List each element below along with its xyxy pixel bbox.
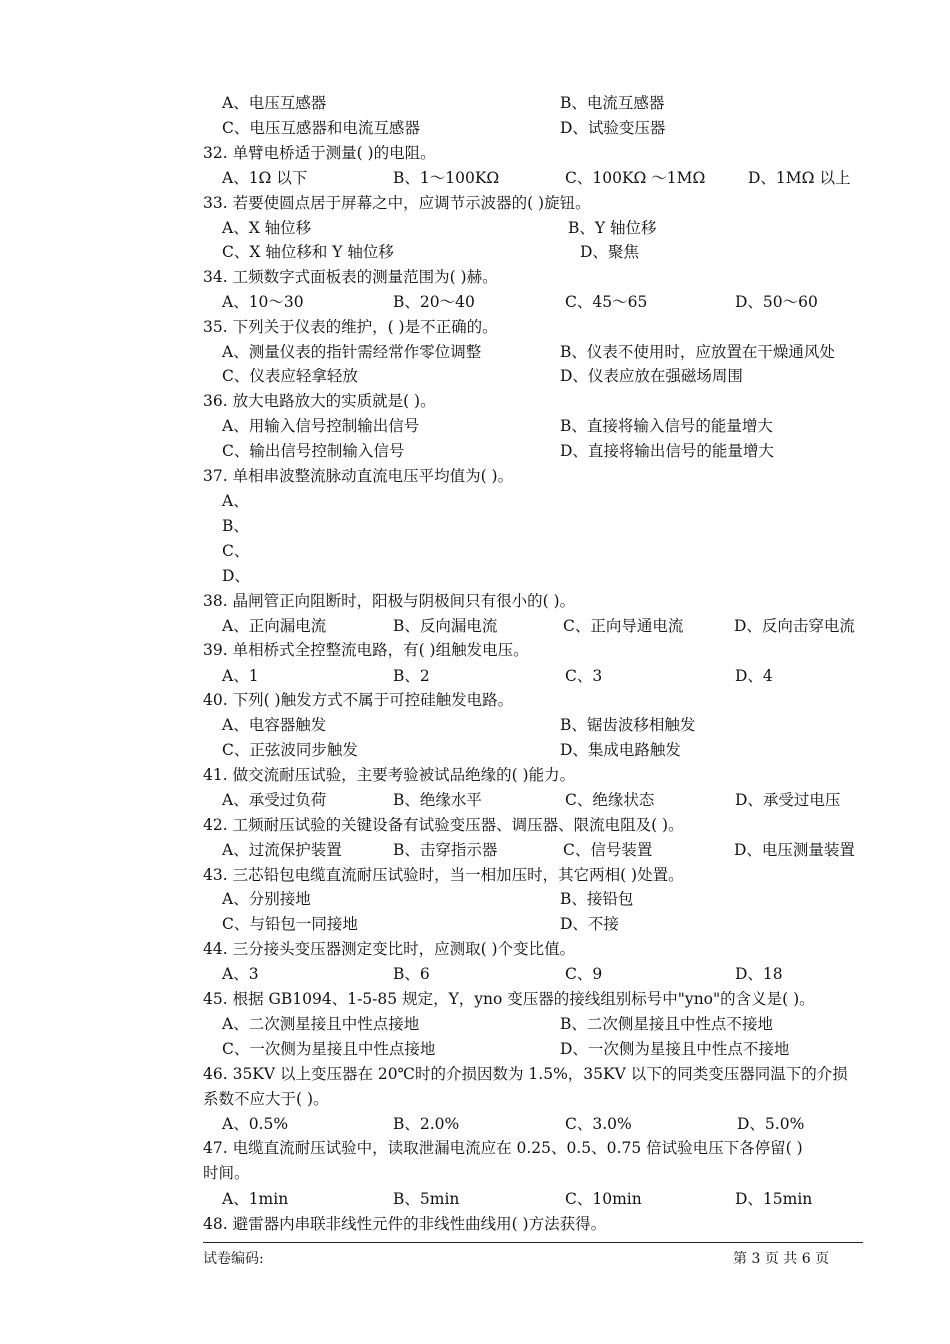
answer-option: B、2 xyxy=(393,667,430,685)
answer-option: A、电压互感器 xyxy=(222,94,327,112)
answer-option: D、聚焦 xyxy=(580,243,639,261)
answer-option: C、与铅包一同接地 xyxy=(222,915,358,933)
answer-option: D、仪表应放在强磁场周围 xyxy=(560,367,743,385)
answer-option: C、绝缘状态 xyxy=(565,791,655,809)
answer-option: A、1 xyxy=(222,667,259,685)
answer-option: D、18 xyxy=(735,965,783,983)
question-text: 47. 电缆直流耐压试验中，读取泄漏电流应在 0.25、0.5、0.75 倍试验电压下各停留( ) xyxy=(203,1139,803,1157)
answer-option: A、承受过负荷 xyxy=(222,791,327,809)
answer-option: C、3.0% xyxy=(565,1115,632,1133)
answer-option: B、二次侧星接且中性点不接地 xyxy=(560,1015,773,1033)
answer-option: A、分别接地 xyxy=(222,890,311,908)
question-text: 39. 单相桥式全控整流电路，有( )组触发电压。 xyxy=(203,641,529,659)
page-number: 第 3 页 共 6 页 xyxy=(733,1251,830,1267)
answer-option: B、绝缘水平 xyxy=(393,791,482,809)
answer-option: 系数不应大于( )。 xyxy=(203,1090,329,1108)
answer-option: A、X 轴位移 xyxy=(222,219,312,237)
answer-option: D、试验变压器 xyxy=(560,119,666,137)
answer-option: B、1～100KΩ xyxy=(393,169,500,187)
answer-option: B、6 xyxy=(393,965,430,983)
answer-option: C、X 轴位移和 Y 轴位移 xyxy=(222,243,394,261)
answer-option: B、Y 轴位移 xyxy=(568,219,657,237)
question-text: 42. 工频耐压试验的关键设备有试验变压器、调压器、限流电阻及( )。 xyxy=(203,816,684,834)
answer-option: D、电压测量装置 xyxy=(734,841,855,859)
answer-option: 时间。 xyxy=(203,1164,250,1182)
answer-option: C、一次侧为星接且中性点接地 xyxy=(222,1040,436,1058)
answer-option: A、正向漏电流 xyxy=(222,617,327,635)
answer-option: C、9 xyxy=(565,965,603,983)
answer-option: C、 xyxy=(222,542,250,560)
question-text: 38. 晶闸管正向阻断时，阳极与阴极间只有很小的( )。 xyxy=(203,592,576,610)
question-text: 37. 单相串波整流脉动直流电压平均值为( )。 xyxy=(203,467,514,485)
answer-option: D、50～60 xyxy=(735,293,818,311)
answer-option: A、过流保护装置 xyxy=(222,841,342,859)
answer-option: A、电容器触发 xyxy=(222,716,327,734)
answer-option: D、直接将输出信号的能量增大 xyxy=(560,442,774,460)
answer-option: B、20～40 xyxy=(393,293,475,311)
answer-option: B、接铅包 xyxy=(560,890,634,908)
answer-option: D、集成电路触发 xyxy=(560,741,681,759)
footer-divider xyxy=(203,1242,863,1243)
answer-option: C、电压互感器和电流互感器 xyxy=(222,119,420,137)
answer-option: D、反向击穿电流 xyxy=(734,617,855,635)
answer-option: B、电流互感器 xyxy=(560,94,665,112)
question-text: 32. 单臂电桥适于测量( )的电阻。 xyxy=(203,144,436,162)
answer-option: D、1MΩ 以上 xyxy=(748,169,851,187)
answer-option: A、测量仪表的指针需经常作零位调整 xyxy=(222,343,482,361)
question-text: 45. 根据 GB1094、1-5-85 规定，Y，yno 变压器的接线组别标号中"yno"的含义是( )。 xyxy=(203,990,815,1008)
answer-option: A、3 xyxy=(222,965,259,983)
answer-option: D、15min xyxy=(735,1190,813,1208)
answer-option: A、用输入信号控制输出信号 xyxy=(222,417,420,435)
question-text: 43. 三芯铅包电缆直流耐压试验时，当一相加压时，其它两相( )处置。 xyxy=(203,866,684,884)
answer-option: A、1Ω 以下 xyxy=(222,169,308,187)
question-text: 46. 35KV 以上变压器在 20℃时的介损因数为 1.5%，35KV 以下的同类变压器同温下的介损 xyxy=(203,1065,848,1083)
answer-option: C、100KΩ ～1MΩ xyxy=(565,169,706,187)
answer-option: D、承受过电压 xyxy=(735,791,841,809)
question-text: 48. 避雷器内串联非线性元件的非线性曲线用( )方法获得。 xyxy=(203,1215,607,1233)
answer-option: B、5min xyxy=(393,1190,460,1208)
question-text: 33. 若要使圆点居于屏幕之中，应调节示波器的( )旋钮。 xyxy=(203,194,591,212)
answer-option: B、击穿指示器 xyxy=(393,841,498,859)
answer-option: B、2.0% xyxy=(393,1115,460,1133)
answer-option: D、5.0% xyxy=(737,1115,805,1133)
question-text: 34. 工频数字式面板表的测量范围为( )赫。 xyxy=(203,268,498,286)
question-text: 44. 三分接头变压器测定变比时，应测取( )个变比值。 xyxy=(203,940,576,958)
answer-option: A、二次测星接且中性点接地 xyxy=(222,1015,420,1033)
question-text: 41. 做交流耐压试验，主要考验被试品绝缘的( )能力。 xyxy=(203,766,576,784)
answer-option: C、3 xyxy=(565,667,603,685)
answer-option: D、4 xyxy=(735,667,773,685)
answer-option: A、0.5% xyxy=(222,1115,289,1133)
answer-option: B、仪表不使用时，应放置在干燥通风处 xyxy=(560,343,835,361)
answer-option: C、信号装置 xyxy=(563,841,653,859)
answer-option: D、一次侧为星接且中性点不接地 xyxy=(560,1040,790,1058)
question-text: 35. 下列关于仪表的维护，( )是不正确的。 xyxy=(203,318,498,336)
answer-option: D、 xyxy=(222,567,250,585)
answer-option: A、 xyxy=(222,492,249,510)
answer-option: B、反向漏电流 xyxy=(393,617,498,635)
answer-option: A、1min xyxy=(222,1190,289,1208)
question-text: 40. 下列( )触发方式不属于可控硅触发电路。 xyxy=(203,691,514,709)
answer-option: A、10～30 xyxy=(222,293,304,311)
answer-option: C、仪表应轻拿轻放 xyxy=(222,367,358,385)
answer-option: B、直接将输入信号的能量增大 xyxy=(560,417,773,435)
answer-option: C、正弦波同步触发 xyxy=(222,741,358,759)
answer-option: D、不接 xyxy=(560,915,619,933)
answer-option: C、45～65 xyxy=(565,293,648,311)
exam-code-label: 试卷编码: xyxy=(203,1251,264,1267)
question-text: 36. 放大电路放大的实质就是( )。 xyxy=(203,392,436,410)
answer-option: B、锯齿波移相触发 xyxy=(560,716,696,734)
answer-option: C、输出信号控制输入信号 xyxy=(222,442,405,460)
answer-option: C、正向导通电流 xyxy=(563,617,684,635)
answer-option: C、10min xyxy=(565,1190,642,1208)
answer-option: B、 xyxy=(222,517,249,535)
